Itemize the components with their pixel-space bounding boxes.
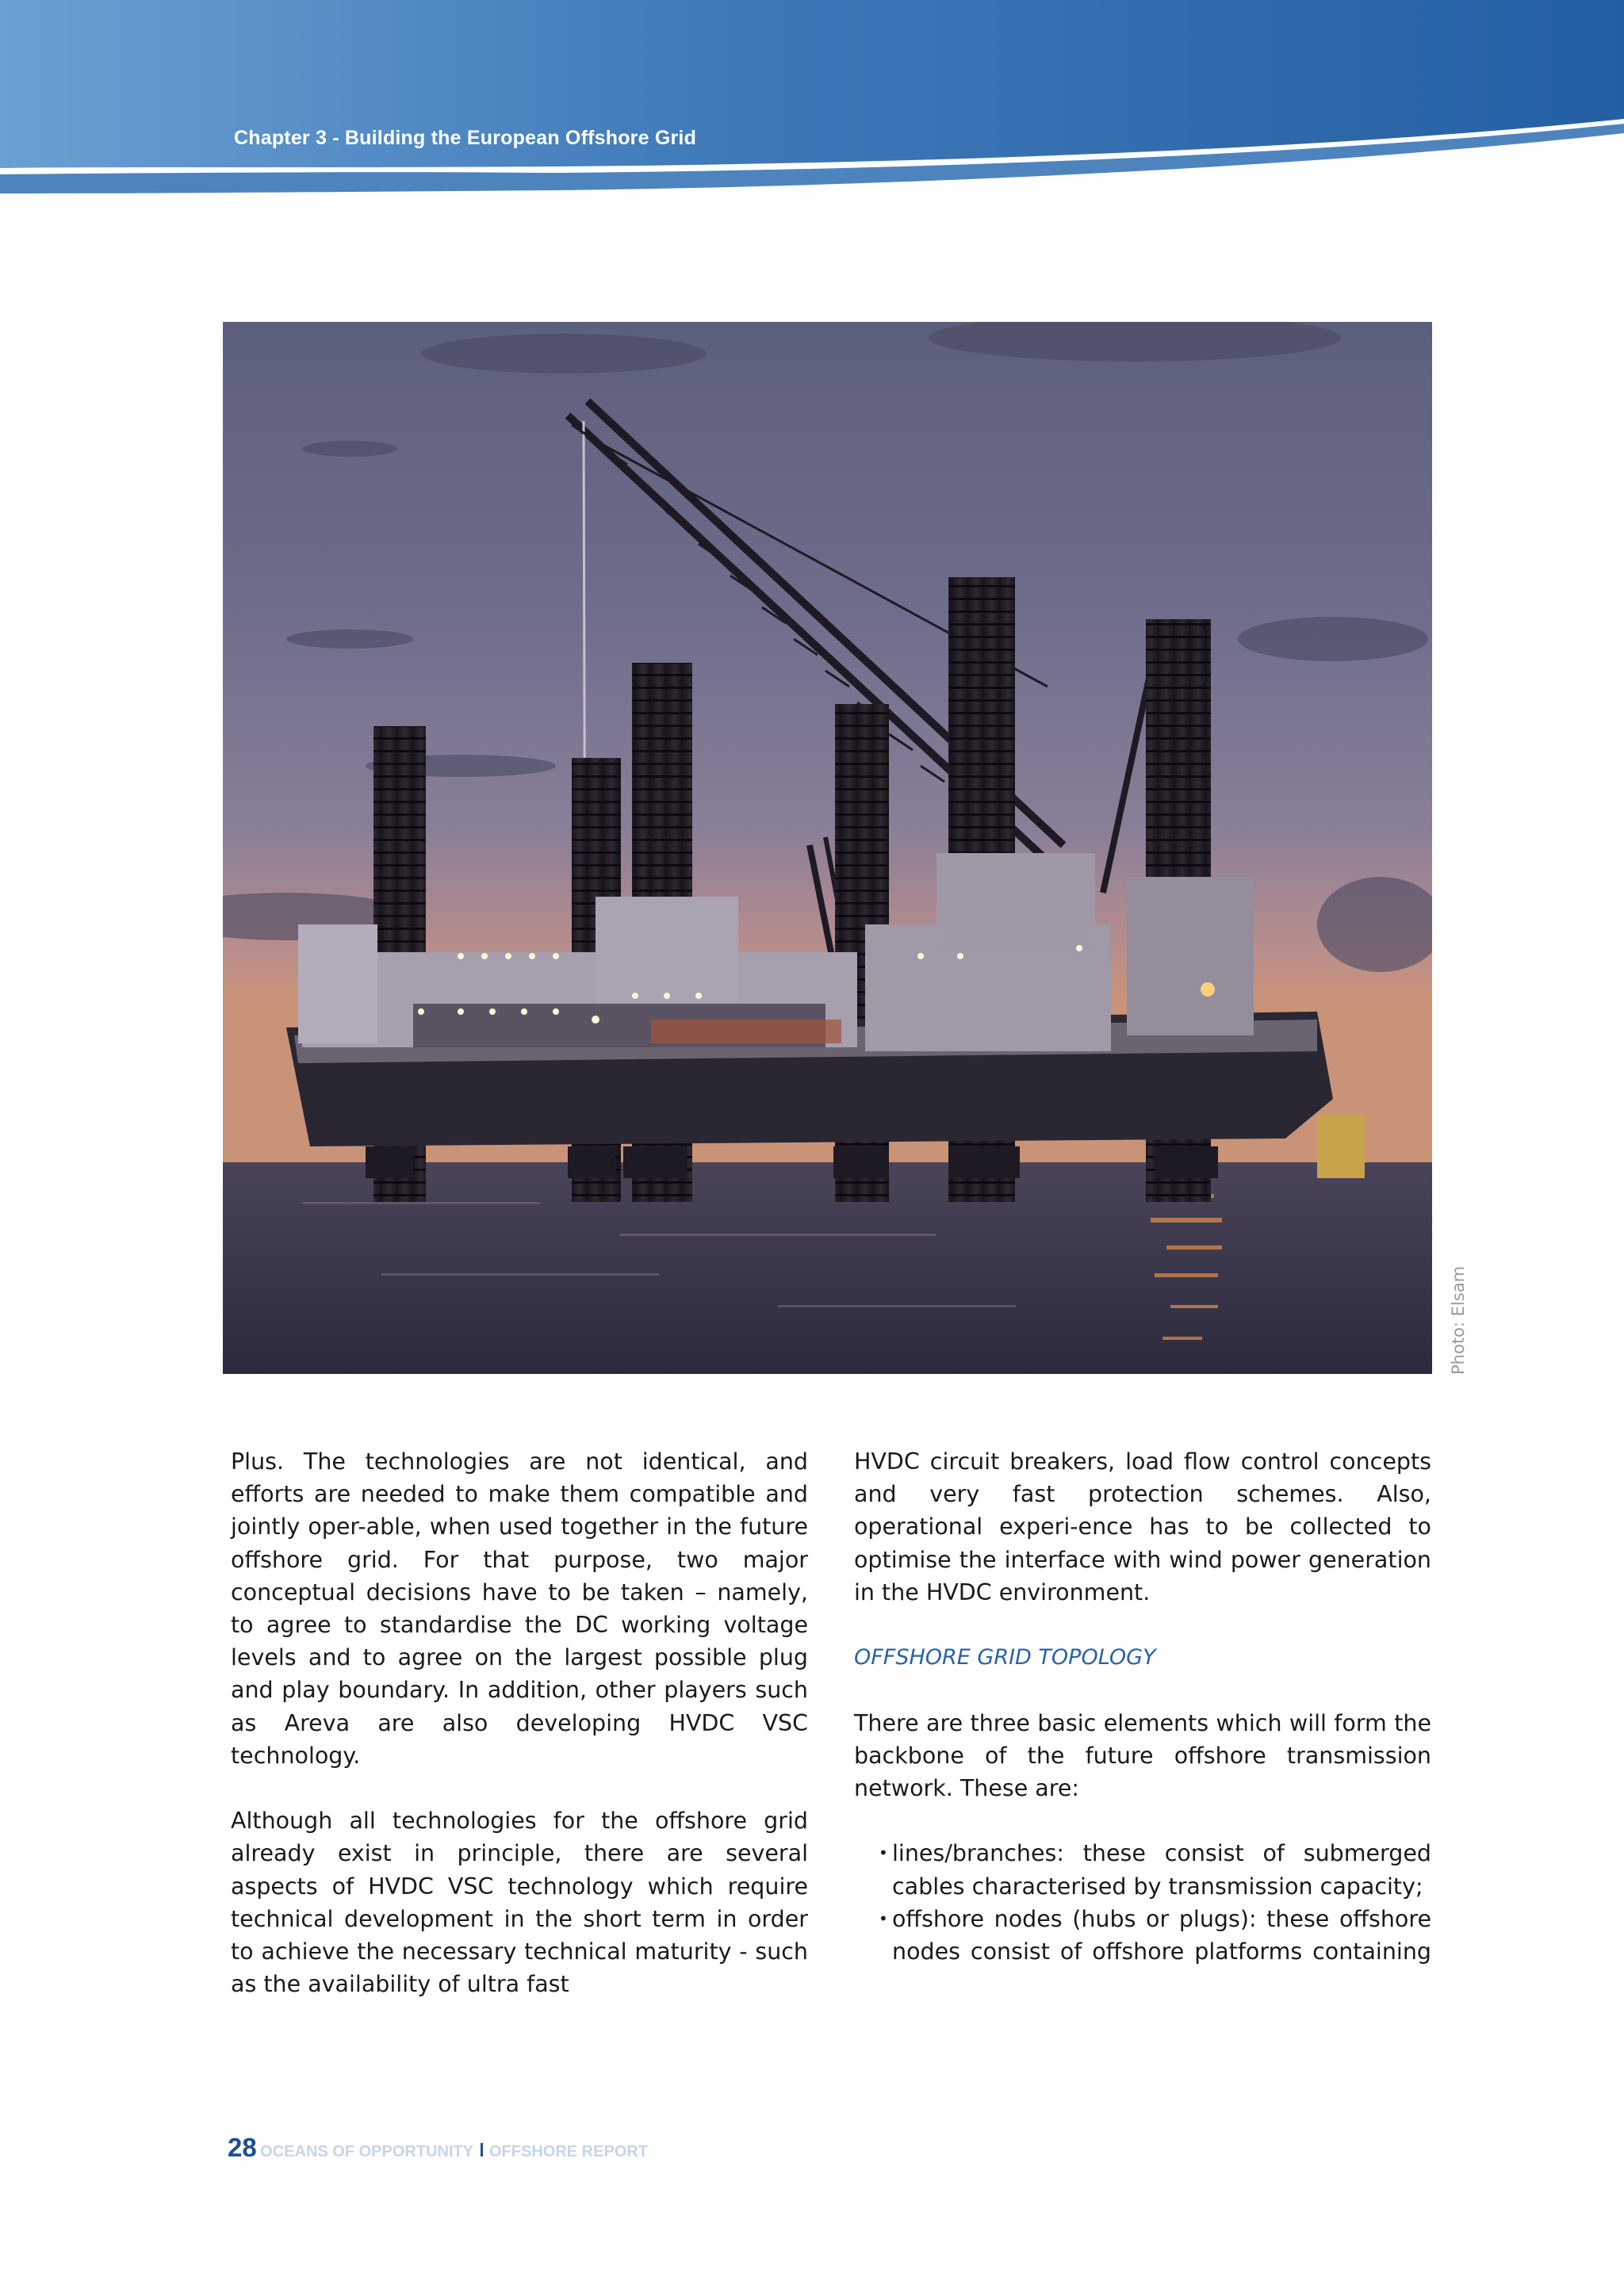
footer-separator [481, 2143, 483, 2156]
paragraph-plus: Plus. The technologies are not identical, and efforts are needed to make them compatible and jointly oper-able, when used together in the future offshore grid. For that purpose, two major conceptual decisions have to be taken – namely, to agree to standardise the DC working voltage levels and to agree on the largest possible plug and play boundary. In addition, other players such as Areva are also developing HVDC VSC technology. [231, 1448, 808, 1769]
header-wave-graphic [0, 0, 1624, 198]
list-item: • lines/branches: these consist of submerged cables characterised by transmission capacity; [892, 1837, 1431, 1902]
page-number: 28 [228, 2133, 257, 2162]
body-left-column [231, 1445, 808, 2000]
publication-title: OCEANS OF OPPORTUNITY [260, 2143, 474, 2160]
chapter-title: Chapter 3 - Building the European Offshore Grid [234, 127, 697, 149]
list-item: • offshore nodes (hubs or plugs): these offshore nodes consist of offshore platforms containing [892, 1903, 1431, 1968]
body-right-column [854, 1445, 1431, 1968]
section-subheading: OFFSHORE GRID TOPOLOGY [854, 1645, 1156, 1670]
photo-credit: Photo: Elsam [1449, 1265, 1468, 1375]
paragraph-basic-elements: There are three basic elements which will form the backbone of the future offshore transmission network. These are: [854, 1709, 1431, 1801]
photo [223, 322, 1432, 1374]
jack-up-vessel-photo-icon [223, 322, 1432, 1374]
header-band [0, 0, 1624, 198]
paragraph-technologies-exist: Although all technologies for the offshore grid already exist in principle, there are several aspects of HVDC VSC technology which require technical development in the short term in order to achieve the necessary technical maturity - such as the availability of ultra fast [231, 1808, 808, 1998]
footer [228, 2133, 648, 2163]
element-list [854, 1837, 1431, 1968]
report-title: OFFSHORE REPORT [488, 2143, 648, 2160]
paragraph-hvdc-breakers: HVDC circuit breakers, load flow control concepts and very fast protection schemes. Also, operational experi-ence has to be collected to optimise the interface with wind power generation in the HVDC environment. [854, 1448, 1431, 1605]
